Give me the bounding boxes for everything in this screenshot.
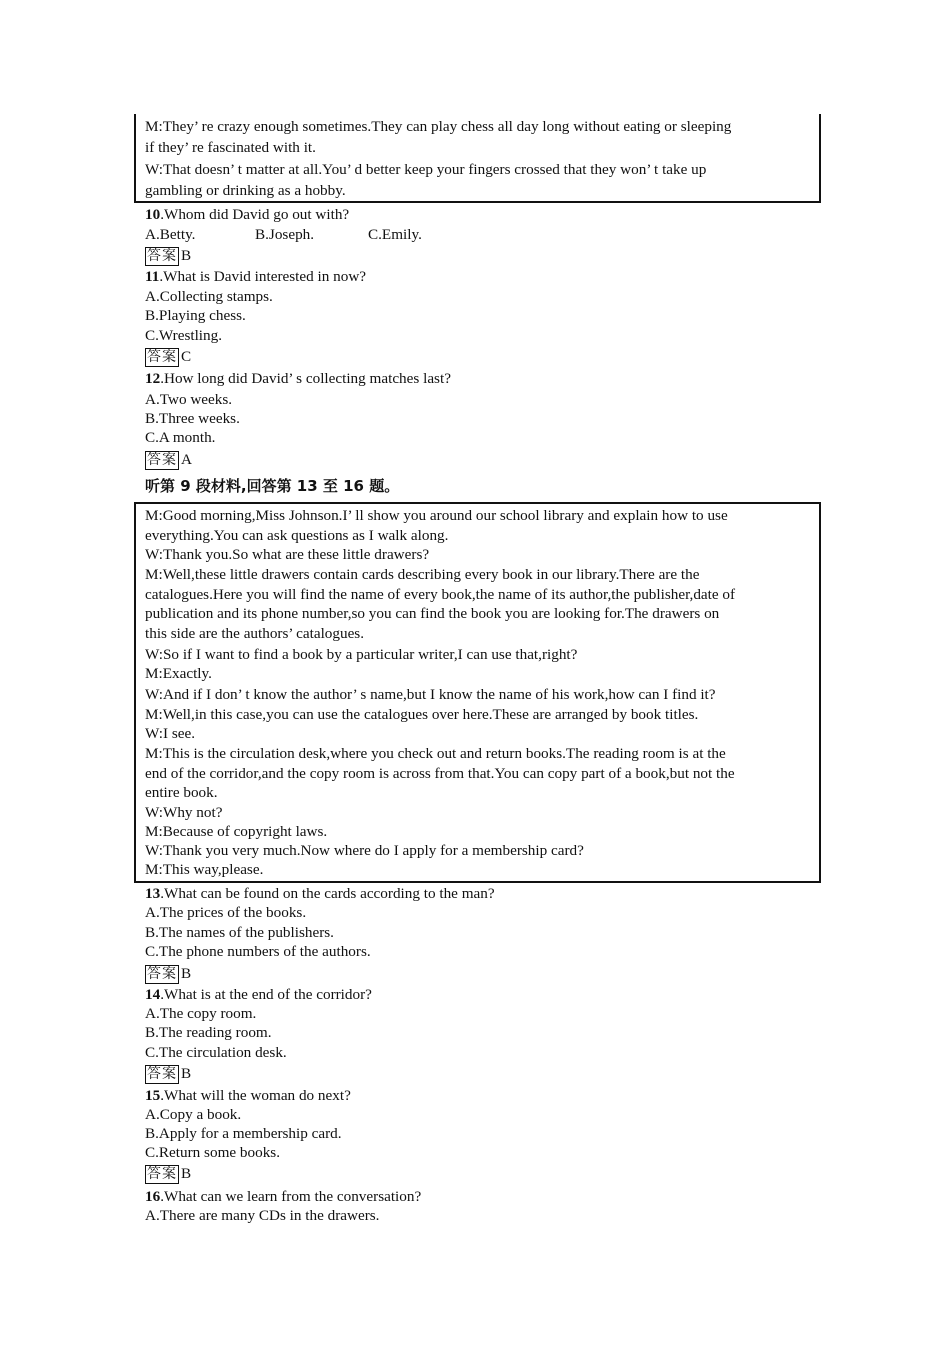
option-a: A.Two weeks. [145,391,233,408]
option-c: C.A month. [145,429,216,446]
dialogue-line: if they’ re fascinated with it. [145,139,316,156]
answer-row [145,964,191,984]
question-number: 15 [145,1087,161,1104]
question-text: .What is at the end of the corridor? [160,986,372,1003]
option-c: C.Emily. [368,226,422,243]
answer-row [145,1064,191,1084]
dialogue-line: M:Well,in this case,you can use the catalogues over here.These are arranged by book titles. [145,706,699,723]
answer-row [145,1164,191,1184]
dialogue-line: entire book. [145,784,218,801]
answer-label: 答案 [147,248,177,264]
dialogue-line: publication and its phone number,so you can find the book you are looking for.The drawers on [145,605,720,622]
answer-value: B [181,965,192,982]
answer-value: C [181,348,192,365]
question-14 [145,985,372,1004]
answer-label: 答案 [147,966,177,982]
question-text: .What is David interested in now? [159,268,367,285]
dialogue-line: W:And if I don’ t know the author’ s name,but I know the name of his work,how can I find it? [145,686,716,703]
question-16 [145,1187,421,1206]
dialogue-line: M:They’ re crazy enough sometimes.They can play chess all day long without eating or sleeping [145,118,732,135]
option-c: C.Wrestling. [145,327,223,344]
option-c: C.The circulation desk. [145,1044,287,1061]
dialogue-line: M:This is the circulation desk,where you check out and return books.The reading room is at the [145,745,726,762]
answer-row [145,246,191,266]
option-b: B.Joseph. [255,226,315,243]
option-a: A.The prices of the books. [145,904,307,921]
dialogue-line: W:I see. [145,725,196,742]
question-number: 10 [145,206,161,223]
dialogue-line: W:Why not? [145,804,223,821]
option-a: A.Copy a book. [145,1106,242,1123]
dialogue-line: gambling or drinking as a hobby. [145,182,346,199]
option-a: A.The copy room. [145,1005,257,1022]
answer-label: 答案 [147,1166,177,1182]
option-c: C.Return some books. [145,1144,280,1161]
answer-row [145,347,191,367]
question-number: 13 [145,885,161,902]
dialogue-line: M:Good morning,Miss Johnson.I’ ll show you around our school library and explain how to use [145,507,728,524]
question-10 [145,205,349,224]
dialogue-line: everything.You can ask questions as I walk along. [145,527,449,544]
dialogue-line: W:So if I want to find a book by a particular writer,I can use that,right? [145,646,578,663]
dialogue-line: end of the corridor,and the copy room is across from that.You can copy part of a book,but not the [145,765,735,782]
question-13 [145,884,495,903]
section-heading: 听第 9 段材料,回答第 13 至 16 题。 [145,477,400,495]
answer-value: B [181,247,192,264]
question-text: .What can we learn from the conversation? [160,1188,422,1205]
answer-value: B [181,1065,192,1082]
question-number: 11 [145,268,160,285]
answer-value: A [181,451,192,468]
question-text: .What will the woman do next? [160,1087,351,1104]
dialogue-line: W:That doesn’ t matter at all.You’ d better keep your fingers crossed that they won’ t take up [145,161,707,178]
question-text: .Whom did David go out with? [160,206,350,223]
dialogue-line: M:Exactly. [145,665,212,682]
option-b: B.The reading room. [145,1024,272,1041]
dialogue-line: this side are the authors’ catalogues. [145,625,365,642]
answer-row [145,450,192,470]
dialogue-line: W:Thank you very much.Now where do I apply for a membership card? [145,842,584,859]
question-number: 12 [145,370,161,387]
question-12 [145,369,451,388]
answer-label: 答案 [147,349,177,365]
option-a: A.Betty. [145,226,196,243]
option-c: C.The phone numbers of the authors. [145,943,371,960]
option-a: A.There are many CDs in the drawers. [145,1207,380,1224]
option-b: B.Three weeks. [145,410,240,427]
dialogue-line: W:Thank you.So what are these little drawers? [145,546,430,563]
options-row [145,225,422,244]
dialogue-line: M:This way,please. [145,861,264,878]
question-number: 14 [145,986,161,1003]
question-11 [145,267,366,286]
dialogue-line: catalogues.Here you will find the name of every book,the name of its author,the publisher,date of [145,586,736,603]
question-text: .What can be found on the cards according to the man? [160,885,495,902]
question-number: 16 [145,1188,161,1205]
answer-label: 答案 [147,1066,177,1082]
question-text: .How long did David’ s collecting matches last? [160,370,451,387]
option-b: B.Playing chess. [145,307,246,324]
option-b: B.Apply for a membership card. [145,1125,342,1142]
answer-value: B [181,1165,192,1182]
question-15 [145,1086,351,1105]
dialogue-line: M:Because of copyright laws. [145,823,328,840]
option-a: A.Collecting stamps. [145,288,273,305]
option-b: B.The names of the publishers. [145,924,334,941]
dialogue-line: M:Well,these little drawers contain cards describing every book in our library.There are the [145,566,700,583]
answer-label: 答案 [147,452,177,468]
